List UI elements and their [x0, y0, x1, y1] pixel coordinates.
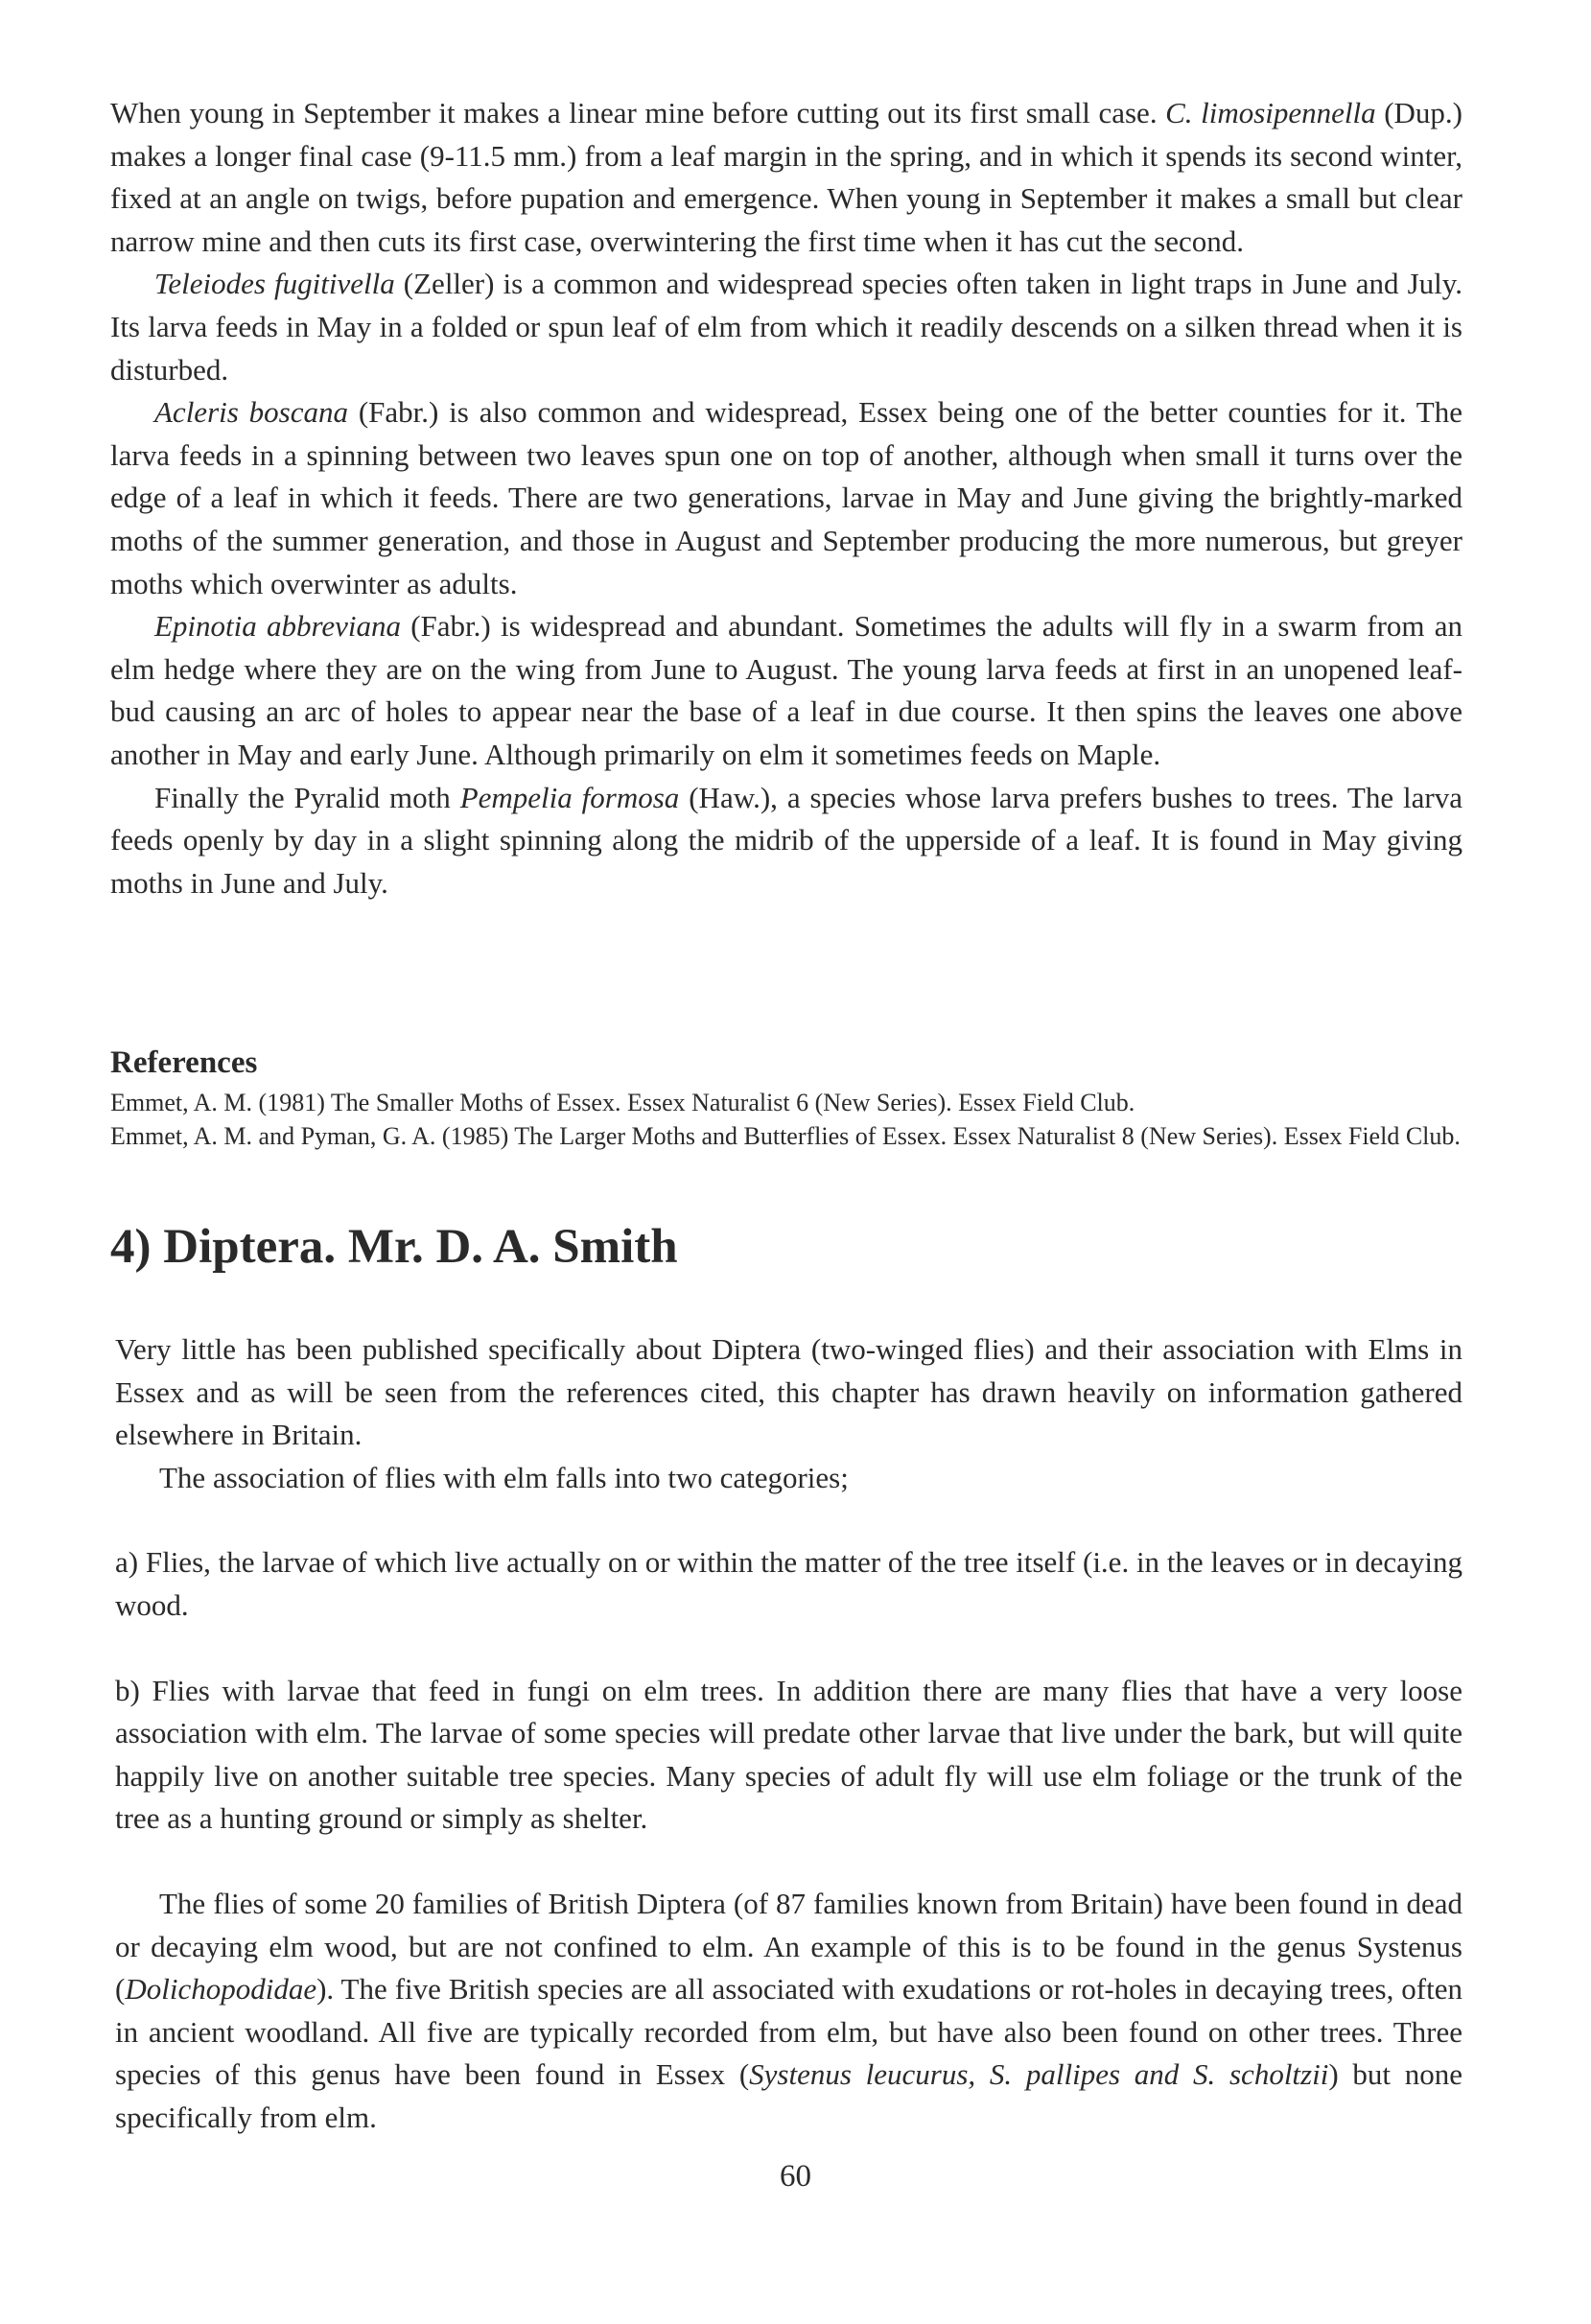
paragraph — [110, 605, 1462, 776]
text-span: (Fabr.) is also common and widespread, Essex being one of the better counties for it. The larva feeds in a spinning between two leaves spun one on top of another, although when small it turns over the edge of a leaf in which it feeds. There are two generations, larvae in May and June giving the brightly-marked moths of the summer generation, and those in August and September producing the more numerous, but greyer moths which overwinter as adults. — [110, 395, 1462, 600]
text-span: Finally the Pyralid moth — [154, 780, 460, 814]
italic-text: C. limosipennella — [1165, 96, 1376, 129]
italic-text: Systenus leucurus, S. pallipes and S. scholtzii — [749, 2057, 1329, 2092]
paragraph — [115, 1328, 1462, 1457]
text-span: ) but none specifically from elm. — [115, 2057, 1463, 2134]
references-section — [110, 1044, 1462, 1153]
reference-item: Emmet, A. M. and Pyman, G. A. (1985) The Larger Moths and Butterflies of Essex. Essex Naturalist 8 (New Series). Essex Field Club. — [110, 1122, 1461, 1150]
text-span: (Dup.) makes a longer final case (9-11.5 mm.) from a leaf margin in the spring, and in which it spends its second winter, fixed at an angle on twigs, before pupation and emergence. When young in September it makes a small but clear narrow mine and then cuts its first case, overwintering the first time when it has cut the second. — [110, 96, 1462, 258]
text-span: (Fabr.) is widespread and abundant. Sometimes the adults will fly in a swarm from an elm hedge where they are on the wing from June to August. The young larva feeds at first in an unopened leaf-bud causing an arc of holes to appear near the base of a leaf in due course. It then spins the leaves one above another in May and early June. Although primarily on elm it sometimes feeds on Maple. — [110, 609, 1462, 771]
text-span: The association of flies with elm falls into two categories; — [159, 1460, 849, 1494]
text-span: b) Flies with larvae that feed in fungi on elm trees. In addition there are many flies that have a very loose association with elm. The larvae of some species will predate other larvae that live under the bark, but will quite happily live on another suitable tree species. Many species of adult fly will use elm foliage or the trunk of the tree as a hunting ground or simply as shelter. — [115, 1673, 1462, 1836]
text-span: a) Flies, the larvae of which live actually on or within the matter of the tree itself (i.e. in the leaves or in decaying wood. — [115, 1545, 1462, 1622]
text-span: (Zeller) is a common and widespread species often taken in light traps in June and July. Its larva feeds in May in a folded or spun leaf of elm from which it readily descends on a silken thread when it is disturbed. — [110, 267, 1462, 387]
italic-text: Teleiodes fugitivella — [154, 267, 395, 301]
paragraph — [115, 1541, 1462, 1627]
paragraph — [115, 1670, 1462, 1841]
text-span: ). The five British species are all associated with exudations or rot-holes in decaying trees, often in ancient woodland. All five are typically recorded from elm, but have also been found on other trees. Three species of this genus have been found in Essex ( — [115, 1972, 1462, 2092]
text-span: The flies of some 20 families of British Diptera (of 87 families known from Britain) have been found in dead or decaying elm wood, but are not confined to elm. An example of this is to be found in the genus Systenus ( — [115, 1886, 1462, 2007]
references-title: References — [110, 1045, 258, 1080]
section-heading-wrap — [110, 1218, 1462, 1276]
italic-text: Pempelia formosa — [459, 780, 680, 814]
paragraph — [115, 1883, 1462, 2140]
italic-text: Epinotia abbreviana — [154, 609, 402, 644]
italic-text: Acleris boscana — [154, 395, 348, 430]
paragraph — [110, 263, 1462, 391]
reference-item: Emmet, A. M. (1981) The Smaller Moths of Essex. Essex Naturalist 6 (New Series). Essex Field Club. — [110, 1089, 1135, 1116]
paragraph — [110, 391, 1462, 605]
text-span: (Haw.), a species whose larva prefers bushes to trees. The larva feeds openly by day in a slight spinning along the midrib of the upperside of a leaf. It is found in May giving moths in June and July. — [110, 780, 1462, 900]
intro-text — [110, 92, 1462, 904]
text-span: When young in September it makes a linear mine before cutting out its first small case. — [110, 96, 1166, 129]
paragraph — [110, 777, 1462, 905]
page-number: 60 — [780, 2159, 811, 2194]
diptera-text — [115, 1328, 1462, 2140]
paragraph — [115, 1457, 1462, 1500]
section-heading: 4) Diptera. Mr. D. A. Smith — [110, 1220, 678, 1274]
italic-text: Dolichopodidae — [125, 1972, 317, 2007]
text-span: Very little has been published specifically about Diptera (two-winged flies) and their association with Elms in Essex and as will be seen from the references cited, this chapter has drawn heavily on information gathered elsewhere in Britain. — [115, 1332, 1462, 1452]
paragraph — [110, 92, 1462, 263]
